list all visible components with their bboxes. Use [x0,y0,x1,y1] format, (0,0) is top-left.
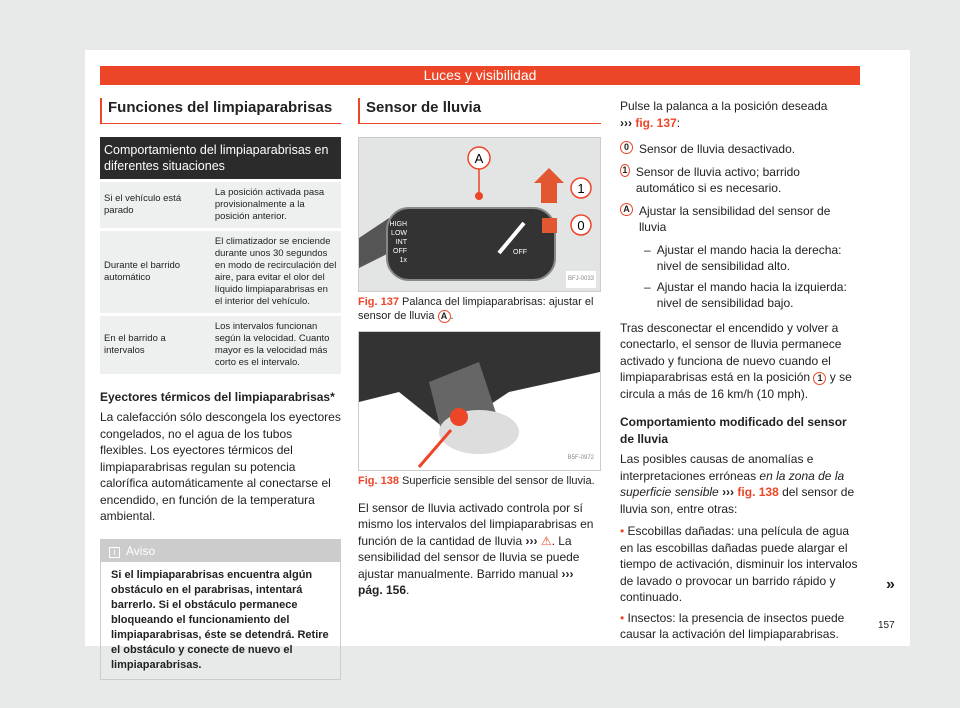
figure-138 [358,331,601,471]
body-text: El sensor de lluvia activado controla por sí mismo los intervalos del limpiaparabrisas en función de la cantidad de lluvia ››› ⚠. La sensibilidad del sensor de lluvia se puede ajustar manualmente. Barrido manual ››› pág. 156. [358,500,594,597]
rain-sensor-illustration [359,332,600,470]
svg-text:HIGH: HIGH [389,220,407,228]
page-number: 157 [878,620,895,631]
figure-caption: Fig. 138 Superficie sensible del sensor de lluvia. [358,474,595,487]
table-row: En el barrido a intervalos Los intervalos funcionan según la velocidad. Cuanto mayor es la velocidad más corto es el intervalo. [100,316,341,374]
body-text: Tras desconectar el encendido y volver a conectarlo, el sensor de lluvia permanece activado y funciona de nuevo cuando el limpiaparabrisas está en la posición 1 y se circula a más de 16 km/h (10 mph). [620,320,852,401]
subtitle: Eyectores térmicos del limpiaparabrisas* [100,389,335,404]
wiper-lever-illustration [359,138,600,291]
left-column [100,98,341,680]
dash-item: – Ajustar el mando hacia la derecha: nivel de sensibilidad alto. [644,242,842,273]
table-row: Si el vehículo está parado La posición activada pasa provisionalmente a la posición anterior. [100,182,341,228]
svg-text:1: 1 [577,180,585,196]
page-link[interactable]: pág. 156 [358,583,407,597]
figure-link[interactable]: fig. 138 [737,485,779,499]
svg-text:A: A [474,150,484,166]
body-text: Las posibles causas de anomalías e interpretaciones erróneas en la zona de la superficie sensible ››› fig. 138 del sensor de lluvia son, entre otras: [620,452,855,516]
notice-body: Si el limpiaparabrisas encuentra algún obstáculo en el parabrisas, intentará barrerlo. Si el obstáculo permanece bloqueando el funcionamiento del limpiaparabrisas, éste se detendrá. Retire el obstáculo y conecte de nuevo el limpiaparabrisas. [111,569,329,671]
svg-text:LOW: LOW [391,229,407,237]
figure-link[interactable]: fig. 137 [635,115,677,130]
svg-text:OFF: OFF [513,248,527,256]
notice-box [100,539,341,681]
svg-text:1x: 1x [399,256,407,264]
figure-code: BFJ-0033 [566,271,596,288]
dash-item: – Ajustar el mando hacia la izquierda: nivel de sensibilidad bajo. [644,279,847,310]
table-row: Durante el barrido automático El climatizador se enciende durante unos 30 segundos en modo de recirculación del aire, para evitar el olor del líquido limpiaparabrisas en el interior del vehículo. [100,231,341,313]
list-item: 0 Sensor de lluvia desactivado. [620,141,860,158]
middle-column [358,98,601,599]
bullet-item: • Escobillas dañadas: una película de agua en las escobillas dañadas puede alargar el tiempo de activación, disminuir los intervalos de lavado o provocar un barrido rápido y continuado. [620,524,858,604]
figure-caption: Fig. 137 Palanca del limpiaparabrisas: ajustar el sensor de lluvia A . [358,295,594,322]
table-header: Comportamiento del limpiaparabrisas en diferentes situaciones [100,137,341,179]
figure-137 [358,137,601,292]
notice-title: Aviso [126,543,156,558]
warning-icon: ⚠ [540,533,552,548]
list-item: A Ajustar la sensibilidad del sensor de lluvia [620,203,860,236]
section-title: Sensor de lluvia [358,98,601,124]
continue-icon: » [886,576,895,593]
info-icon: i [109,547,120,558]
svg-text:0: 0 [577,217,585,233]
body-text: La calefacción sólo descongela los eyectores congelados, no el agua de los tubos flexibles. Los eyectores térmicos del limpiaparabrisas regulan su potencia calorífica automáticamente al conectarse el encendido, en función de la temperatura ambiental. [100,410,341,523]
section-header: Luces y visibilidad [100,66,860,85]
subtitle: Comportamiento modificado del sensor de lluvia [620,415,847,446]
behavior-table [100,134,341,377]
svg-text:OFF: OFF [393,247,407,255]
figure-code: B5F-0972 [566,450,596,467]
svg-text:INT: INT [395,238,407,246]
bullet-item: • Insectos: la presencia de insectos puede causar la activación del limpiaparabrisas. [620,610,845,641]
list-item: 1 Sensor de lluvia activo; barrido automático si es necesario. [620,164,860,197]
section-title: Funciones del limpiaparabrisas [100,98,341,124]
intro-text: Pulse la palanca a la posición deseada ››› fig. 137: [620,99,828,130]
right-column [620,98,860,643]
